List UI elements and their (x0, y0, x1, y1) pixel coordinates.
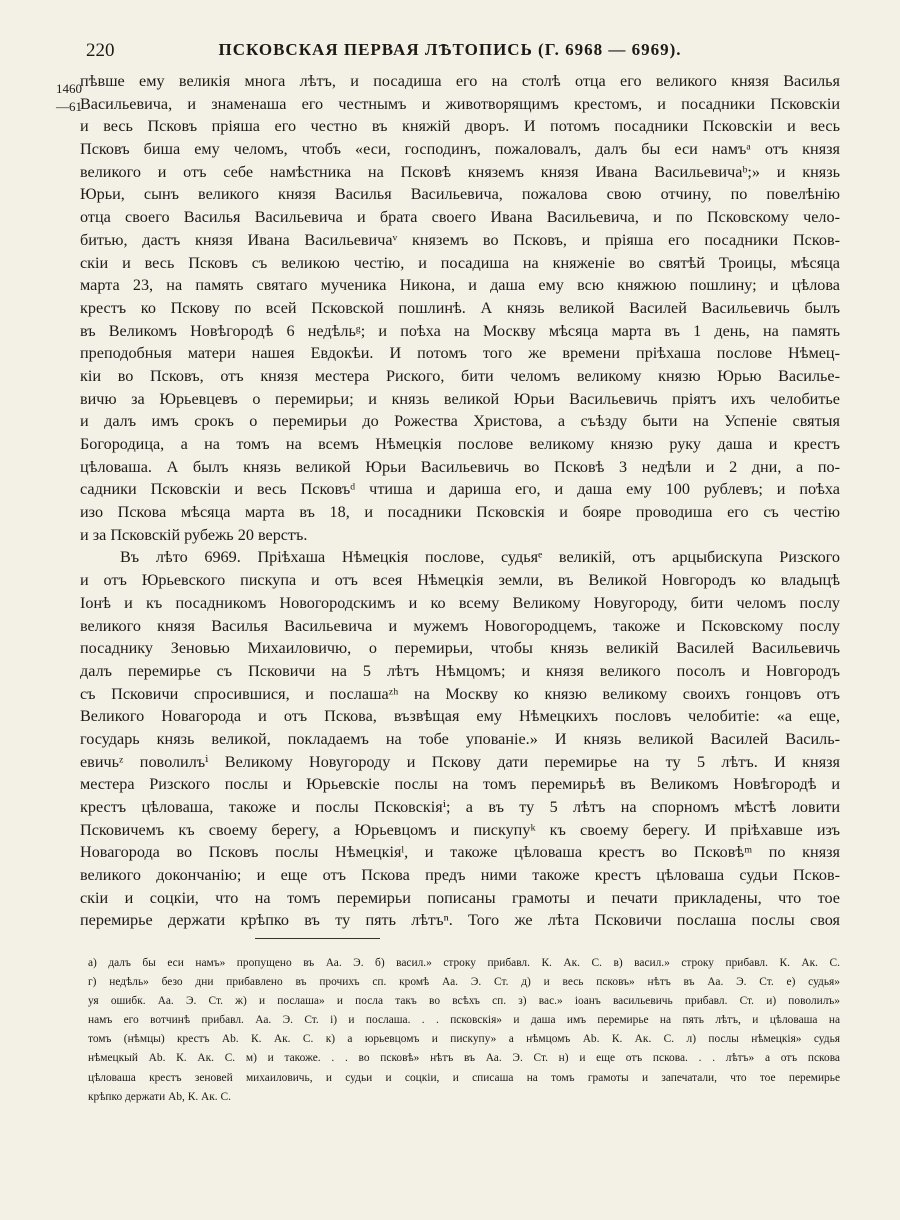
page-number: 220 (86, 40, 115, 61)
footnote-line: нѣмецкый Аb. К. Ак. С. м) и такоже. . . во псковѣ» нѣтъ въ Аа. Э. Ст. н) и еще отъ пскова. . . лѣтъ» а отъ пскова (88, 1052, 840, 1065)
text-line: великого и отъ себе намѣстника на Псковѣ княземъ князя Ивана Васильевичаᵇ;» и князь (80, 162, 840, 181)
running-title: ПСКОВСКАЯ ПЕРВАЯ ЛѢТОПИСЬ (Г. 6968 — 6969). (218, 40, 682, 59)
margin-year-top: 1460 (56, 81, 82, 96)
text-line: Юрьи, сынъ великого князя Василья Васильевича, пожалова свою отчину, по повелѣнію (80, 185, 840, 204)
margin-year-bottom: —61 (56, 99, 82, 114)
text-line: Великого Новагорода и отъ Пскова, възвѣщая ему Нѣмецкихъ пословъ челобитіе: «а еще, (80, 707, 840, 726)
text-line: Псковичемъ къ своему берегу, а Юрьевцомъ и пискупуᵏ къ своему берегу. И пріѣхавше изъ (80, 820, 840, 839)
text-line: пѣвше ему великія многа лѣтъ, и посадиша его на столѣ отца его великого князя Василья (80, 72, 840, 90)
text-line: Богородица, а на томъ на всемъ Нѣмецкія послове великому князю руку даша и крестъ (80, 435, 840, 453)
footnote-line: г) недѣль» безо дни прибавлено въ прочихъ сп. кромѣ Аа. Э. Ст. д) и весь псковъ» нѣтъ въ Аа. Э. Ст. е) судья» (88, 976, 840, 989)
text-line: и отъ Юрьевского пискупа и отъ всея Нѣмецкія земли, въ Великой Новгородъ ко владыцѣ (80, 571, 840, 590)
text-line: въ Великомъ Новѣгородѣ 6 недѣльᵍ; и поѣха на Москву мѣсяца марта въ 1 день, на память (80, 321, 840, 340)
text-line: скіи и соцкіи, что на томъ перемирьи пописаны грамоты и печати прикладены, что тое (80, 888, 840, 907)
text-line: Новагорода во Псковъ послы Нѣмецкіяˡ, и такоже цѣловаша крестъ во Псковѣᵐ по князя (80, 843, 840, 862)
text-line: вичю за Юрьевцевъ о перемирьи; и князь великой Юрьи Васильевичь пріятъ ихъ челобитье (80, 389, 840, 408)
footnote-divider (255, 938, 380, 939)
text-line: крестъ ко Пскову по всей Псковской пошлинѣ. А князь великой Василей Васильевичь былъ (80, 298, 840, 317)
footnote-line: а) далъ бы еси намъ» пропущено въ Аа. Э. б) васил.» строку прибавл. К. Ак. С. в) васил.» строку прибавл. К. Ак. С. (88, 957, 840, 969)
paragraph-1 (80, 70, 840, 546)
text-line: съ Псковичи спросившися, и послашаᶻʰ на Москву ко князю великому своихъ гонцовъ отъ (80, 684, 840, 703)
text-line: великого докончанію; и еще отъ Пскова предъ ними такоже крестъ цѣловаша судьи Псков- (80, 866, 840, 885)
text-line: великого князя Василья Васильевича и мужемъ Новогородцемъ, такоже и Псковскому послу (80, 616, 840, 635)
text-line: крестъ цѣловаша, такоже и послы Псковскіяⁱ; а въ ту 5 лѣтъ на спорномъ мѣстѣ ловити (80, 798, 840, 816)
footnote-line: томъ (нѣмцы) крестъ Аb. К. Ак. С. к) а юрьевцомъ и пискупу» а нѣмцомъ Аb. К. Ак. С. л) послы нѣмецкія» судья (88, 1033, 840, 1046)
text-line: Іонѣ и къ посадникомъ Новогородскимъ и ко всему Великому Новугороду, бити челомъ послу (80, 593, 840, 612)
text-line: отца своего Василья Васильевича и брата своего Ивана Васильевича, и по Псковскому чело- (80, 208, 840, 227)
text-line: Васильевича, и знаменаша его честнымъ и животворящимъ крестомъ, и посадники Псковскіи (80, 94, 840, 113)
text-line: скіи и весь Псковъ съ великою честію, и посадиша на княженіе во святѣй Троицы, мѣсяца (80, 253, 840, 272)
text-line: государь князь великой, покладаемъ на тобе упованіе.» И князь великой Василей Василь- (80, 729, 840, 748)
text-line: марта 23, на память святаго мученика Никона, и даша ему всю княжюю пошлину; и цѣлова (80, 276, 840, 295)
text-line: преподобныя матери нашея Евдокѣи. И потомъ того же времени пріѣхаша послове Нѣмец- (80, 344, 840, 363)
text-line: изо Пскова мѣсяца марта въ 18, и посадники Псковскія и бояре проводиша его съ честію (80, 503, 840, 522)
text-line: и далъ имъ срокъ о перемирьи до Рожества Христова, а съѣзду быти на Успеніе святыя (80, 412, 840, 431)
text-line: Псковъ биша ему челомъ, чтобъ «еси, господинъ, пожаловалъ, далъ бы еси намъᵃ отъ князя (80, 140, 840, 159)
text-line: евичьᶻ поволилъⁱ Великому Новугороду и Пскову дати перемирье на ту 5 лѣтъ. И князя (80, 752, 840, 771)
text-line: и весь Псковъ пріяша его честно въ княжій дворъ. И потомъ посадники Псковскіи и весь (80, 117, 840, 136)
paragraph-2 (80, 546, 840, 932)
footnote-line: крѣпко держати Аb, К. Ак. С. (88, 1090, 231, 1103)
footnote-line: цѣловаша крестъ зеновей михаиловичь, и судьи и соцкіи, и списаша на томъ грамоты и запечатали, что тое перемирье (88, 1071, 840, 1084)
text-line: местера Ризского послы и Юрьевскіе послы на томъ перемирьѣ въ Великомъ Новѣгородѣ и (80, 775, 840, 794)
text-line: перемирье держати крѣпко въ ту пять лѣтъⁿ. Того же лѣта Псковичи послаша послы своя (80, 911, 840, 930)
text-line: садники Псковскіи и весь Псковъᵈ чтиша и дариша его, и даша ему 100 рублевъ; и поѣха (80, 480, 840, 499)
text-line: битью, дастъ князя Ивана Васильевичаᵛ княземъ во Псковъ, и пріяша его посадники Псков- (80, 230, 840, 249)
text-line: посаднику Зеновью Михаиловичю, о перемирьи, чтобы князь великій Василей Васильевичь (80, 639, 840, 658)
page-header (0, 36, 900, 66)
text-line: цѣловаша. А былъ князь великой Юрьи Васильевичь во Псковѣ 3 недѣли и 2 дни, а по- (80, 457, 840, 476)
footnote-line: намъ его вотчинѣ прибавл. Аа. Э. Ст. і) и послаша. . . псковскія» и даша имъ перемирье на пять лѣтъ, и цѣловаша на (88, 1014, 840, 1027)
footnote-line: уя ошибк. Аа. Э. Ст. ж) и послаша» и посла такъ во всѣхъ сп. з) вас.» іоанъ васильевичь прибавл. Ст. и) поволилъ» (88, 995, 840, 1008)
footnotes (88, 954, 840, 1107)
main-text (80, 70, 840, 932)
text-line: далъ перемирье съ Псковичи на 5 лѣтъ Нѣмцомъ; и князя великого посолъ и Новгородъ (80, 661, 840, 680)
text-line: и за Псковскій рубежь 20 верстъ. (80, 525, 308, 544)
text-line: кіи во Псковъ, отъ князя местера Риского, бити челомъ великому князю Юрью Василье- (80, 366, 840, 385)
text-line: Въ лѣто 6969. Пріѣхаша Нѣмецкія послове, судьяᵉ великій, отъ арцыбискупа Ризского (120, 548, 840, 567)
